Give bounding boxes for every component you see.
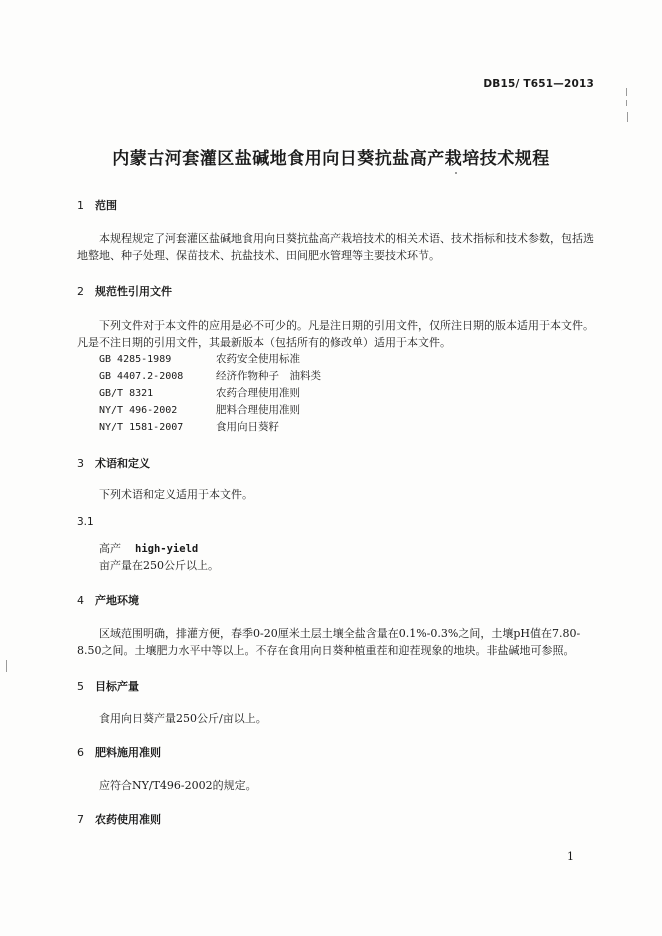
paragraph-text: 区域范围明确，排灌方便，春季0-20厘米土层土壤全盐含量在0.1%-0.3%之间，土壤pH值在7.80-8.50之间。土壤肥力水平中等以上。不存在食用向日葵种植重茬和迎茬现象的地块。非盐碱地可参照。 [77,627,581,657]
section-title: 肥料施用准则 [95,746,161,759]
page-number: 1 [567,850,574,863]
section-1-heading [77,197,117,213]
section-2-heading [77,283,172,299]
section-6-heading [77,744,161,760]
paragraph-text: 下列术语和定义适用于本文件。 [99,488,253,501]
section-number: 2 [77,285,84,298]
paragraph-text: 食用向日葵产量250公斤/亩以上。 [99,712,267,725]
section-3-paragraph [77,486,597,503]
section-3-heading [77,455,150,471]
section-number: 6 [77,746,84,759]
section-title: 范围 [95,199,117,212]
subsection-number: 3.1 [77,516,94,528]
scan-artifact [6,660,7,672]
reference-name: 食用向日葵籽 [216,421,279,433]
scan-artifact [627,112,628,122]
paragraph-text: 下列文件对于本文件的应用是必不可少的。凡是注日期的引用文件，仅所注日期的版本适用于本文件。凡是不注日期的引用文件，其最新版本（包括所有的修改单）适用于本文件。 [77,319,594,349]
reference-code: NY/T 496-2002 [99,405,178,416]
term-definition: 亩产量在250公斤以上。 [99,559,219,572]
reference-code: GB 4407.2-2008 [99,371,184,382]
scan-artifact [455,172,457,174]
reference-code: GB/T 8321 [99,388,154,399]
section-6-paragraph [77,777,597,794]
section-2-paragraph [77,317,597,351]
section-number: 1 [77,199,84,212]
reference-name: 肥料合理使用准则 [216,404,300,416]
term-chinese: 高产 [99,542,121,555]
reference-code: NY/T 1581-2007 [99,422,184,433]
section-5-paragraph [77,710,597,727]
reference-item [99,402,559,419]
reference-name: 农药合理使用准则 [216,387,300,399]
section-number: 7 [77,813,84,826]
section-title: 农药使用准则 [95,813,161,826]
section-4-paragraph [77,625,597,659]
section-5-heading [77,678,139,694]
reference-code: GB 4285-1989 [99,354,172,365]
section-title: 目标产量 [95,680,139,693]
scan-artifact [626,88,627,96]
reference-item [99,368,559,385]
scan-artifact [626,100,627,106]
document-code: DB15/ T651—2013 [483,78,594,90]
paragraph-text: 本规程规定了河套灌区盐碱地食用向日葵抗盐高产栽培技术的相关术语、技术指标和技术参数，包括选地整地、种子处理、保苗技术、抗盐技术、田间肥水管理等主要技术环节。 [77,232,594,262]
section-1-paragraph [77,230,597,264]
section-title: 术语和定义 [95,457,150,470]
reference-name: 经济作物种子 油料类 [216,370,321,382]
section-4-heading [77,592,139,608]
reference-name: 农药安全使用标准 [216,353,300,365]
document-title: 内蒙古河套灌区盐碱地食用向日葵抗盐高产栽培技术规程 [112,149,550,169]
paragraph-text: 应符合NY/T496-2002的规定。 [99,779,257,792]
section-number: 4 [77,594,84,607]
reference-item [99,385,559,402]
section-number: 3 [77,457,84,470]
section-7-heading [77,811,161,827]
section-title: 规范性引用文件 [95,285,172,298]
section-number: 5 [77,680,84,693]
reference-item [99,351,559,368]
section-title: 产地环境 [95,594,139,607]
reference-item [99,419,559,436]
term-entry [99,540,198,556]
reference-list [99,351,559,436]
term-english: high-yield [135,543,199,555]
